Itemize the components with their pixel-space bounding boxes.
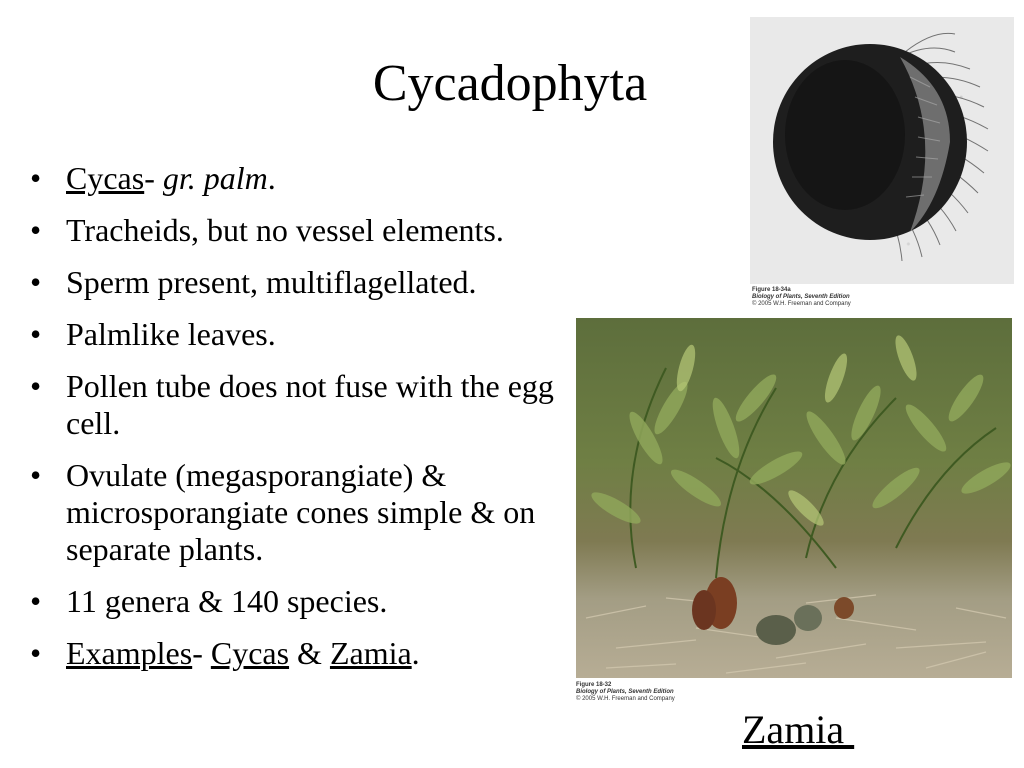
bullet-item <box>28 368 573 442</box>
sperm-illustration <box>750 17 1014 284</box>
underlined-term[interactable]: Cycas <box>210 635 290 671</box>
figure-label: Figure 18-34a <box>752 287 791 293</box>
bullet-item <box>28 316 573 353</box>
bullet-dot: • <box>30 583 42 619</box>
bullet-text: Tracheids, but no vessel elements. <box>66 212 504 248</box>
ovulate-cone <box>756 615 796 645</box>
bullet-dot: • <box>30 635 42 671</box>
book-title: Biology of Plants, Seventh Edition <box>576 689 674 695</box>
underlined-term[interactable]: Cycas <box>66 160 145 196</box>
zamia-plant-photo <box>576 318 1012 678</box>
bullet-text: - <box>192 635 211 671</box>
bullet-text: - <box>144 160 163 196</box>
bullet-item <box>28 457 573 568</box>
zamia-figure-caption <box>576 682 675 703</box>
bullet-text: . <box>411 635 420 671</box>
bullet-item <box>28 264 573 301</box>
bullet-dot: • <box>30 457 42 493</box>
slide-title: Cycadophyta <box>372 55 648 112</box>
bullet-dot: • <box>30 264 42 300</box>
bullet-item <box>28 160 573 197</box>
bullet-text: Ovulate (megasporangiate) & microsporangiate cones simple & on separate plants. <box>66 457 536 567</box>
copyright-text: © 2005 W.H. Freeman and Company <box>752 301 851 307</box>
bullet-item <box>28 583 573 620</box>
bullet-text: Pollen tube does not fuse with the egg cell. <box>66 368 554 441</box>
bullet-dot: • <box>30 368 42 404</box>
bullet-text: Palmlike leaves. <box>66 316 276 352</box>
figure-label: Figure 18-32 <box>576 682 612 688</box>
bullet-dot: • <box>30 160 42 196</box>
bullet-text: . <box>267 160 276 196</box>
zamia-illustration <box>576 318 1012 678</box>
bullet-dot: • <box>30 316 42 352</box>
bullet-list <box>28 160 573 687</box>
bullet-item <box>28 635 573 672</box>
underlined-term[interactable]: Zamia <box>329 635 412 671</box>
sperm-micrograph <box>750 17 1014 284</box>
bullet-text: Sperm present, multiflagellated. <box>66 264 477 300</box>
zamia-link[interactable]: Zamia <box>742 707 855 752</box>
book-title: Biology of Plants, Seventh Edition <box>752 294 850 300</box>
bullet-text: 11 genera & 140 species. <box>66 583 388 619</box>
bullet-dot: • <box>30 212 42 248</box>
underlined-term[interactable]: Examples <box>66 635 193 671</box>
bullet-item <box>28 212 573 249</box>
italic-text: gr. palm <box>162 160 268 196</box>
sperm-figure-caption <box>752 287 851 308</box>
copyright-text: © 2005 W.H. Freeman and Company <box>576 696 675 702</box>
bullet-text: & <box>289 635 330 671</box>
